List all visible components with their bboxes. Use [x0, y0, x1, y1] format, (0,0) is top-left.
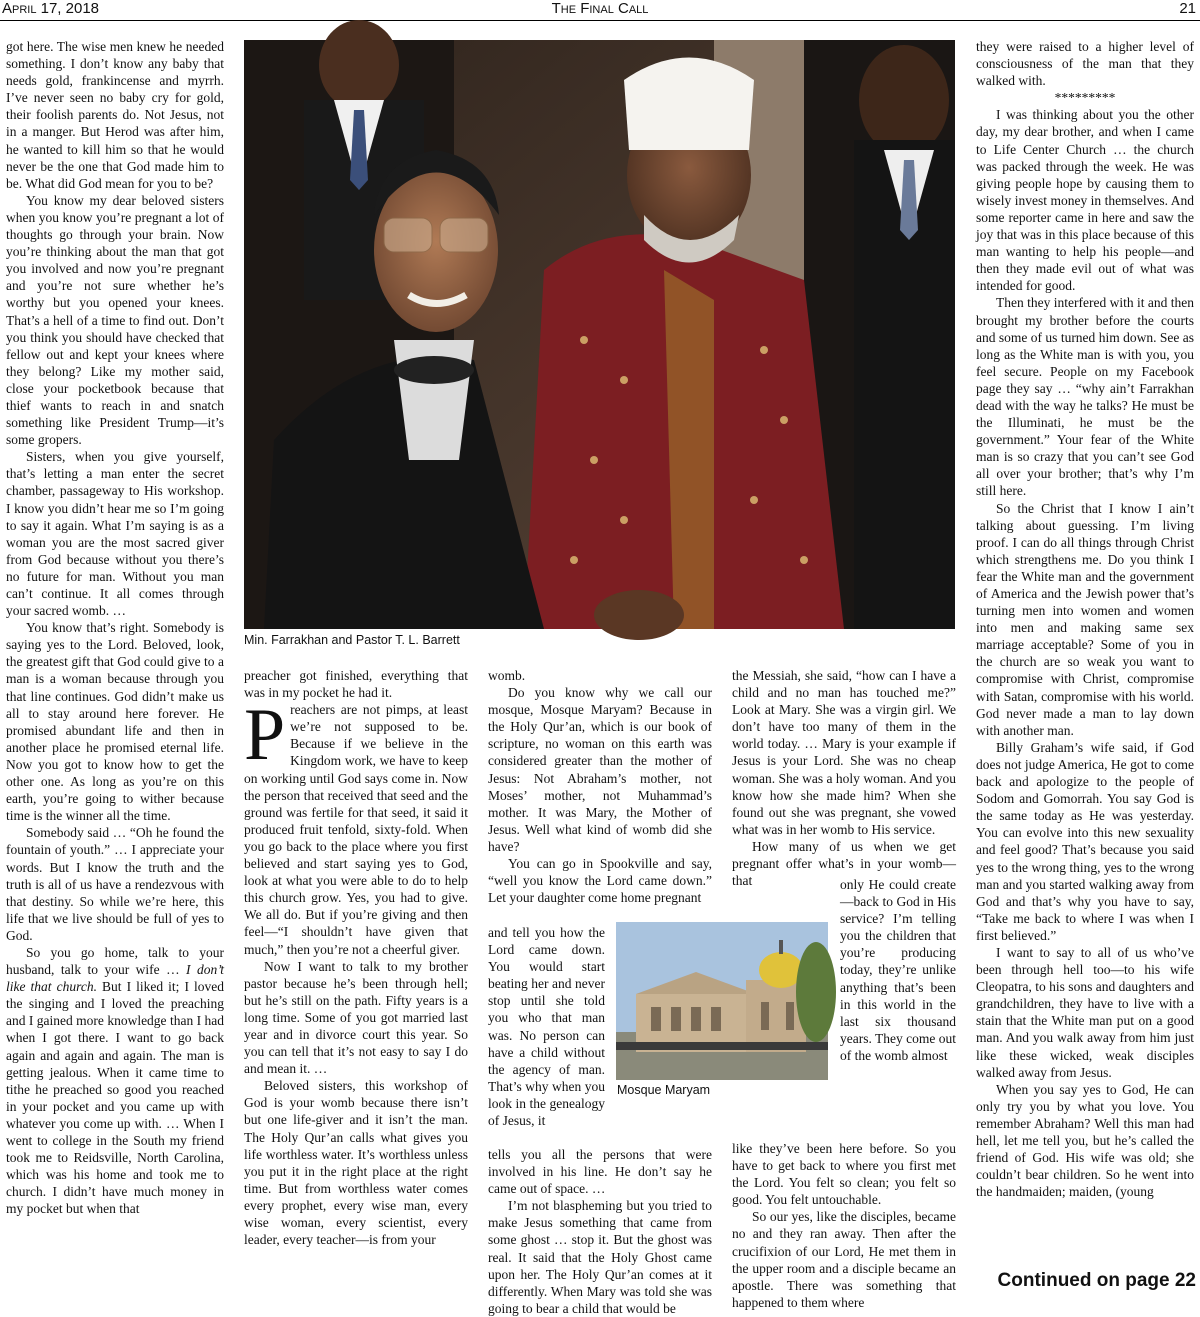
paragraph: Do you know why we call our mosque, Mosque Maryam? Because in the Holy Qur’an, which is our book of scripture, no woman on this earth was considered greater than the mother of Jesus: Not Abraham’s mother, not Moses’ mother, not Muhammad’s mother. It was Mary, the Mother of Jesus. Well what kind of womb did she have?: [488, 685, 712, 854]
paragraph: So you go home, talk to your husband, talk to your wife … I don’t like that church. But I liked it; I loved the singing and I loved the preaching and I gained more knowledge than I had when I got there. I want to go back again and again and again. The man is getting jealous. When it came time to tithe he preached so good you reached in your pocket and you came up with whatever you come up with. … When I went to college in the South my friend took me to Reidsville, North Carolina, which was his home and took me to church. I didn’t have much money in my pocket but when that: [6, 944, 224, 1217]
paragraph: only He could create—back to God in His service? I’m telling you the children that you’re producing today, they’re unlike anything that’s been in this world in the last six thousand years. They come out of the womb almost: [840, 877, 956, 1063]
paragraph: So our yes, like the disciples, became no and they ran away. Then after the crucifixion of our Lord, He met them in the upper room and a disciple became an apostle. There was something that happened to them where: [732, 1209, 956, 1310]
article-column-3-wrap: [488, 924, 605, 1146]
paragraph: Then they interfered with it and then brought my brother before the courts and some of us turned him down. See as long as the White man is with you, you feel secure. People on my Facebook page they say … “why ain’t Farrakhan dead with the way he talks? He must be the Illuminati, he must be the government.” Your fear of the White man is so crazy that you can’t see God all over your brother; that’s why I’m still here.: [976, 295, 1194, 499]
paragraph: I want to say to all of us who’ve been through hell too—to his wife Cleopatra, to his sons and daughters and grandchildren, they have to live with a stain that the White man put on a good man. And you walk away from him just like these wicked, weak disciples walked away from Jesus.: [976, 944, 1194, 1080]
article-column-4-wrap: [840, 876, 956, 1140]
paragraph: preacher got finished, everything that was in my pocket he had it.: [244, 668, 468, 701]
photo-caption: Min. Farrakhan and Pastor T. L. Barrett: [244, 633, 460, 647]
paragraph: Beloved sisters, this workshop of God is your womb because there isn’t but one life-giver and it isn’t the man. The Holy Qur’an calls what gives you life worthless water. It’s worthless unless you put it in the right place at the right time. But from worthless water comes every prophet, every wise man, every wise woman, every scientist, every leader, every teacher—is from your: [244, 1078, 468, 1248]
paragraph: You know that’s right. Somebody is saying yes to the Lord. Beloved, look, the greatest gift that God could give to a man is a woman because through you that line continues. God didn’t make us all to stay around here forever. He promised abundant life and then in another place he promised eternal life. Now you got to know how to get the other one. As long as you’re on this earth, you’re going to wither because time is the winner all the time.: [6, 620, 224, 824]
paragraph: got here. The wise men knew he needed something. I don’t know any baby that needs gold, frankincense and myrrh. I’ve never seen no baby cry for gold, their foolish parents do. Not Jesus, not in a manger. But Herod was after him, he wanted to kill him so that he would never be the one that God made him to be. What did God mean for you to be?: [6, 39, 224, 191]
photo-image: [244, 40, 955, 629]
article-column-1: [6, 38, 224, 1296]
paragraph: Somebody said … “Oh he found the fountain of youth.” … I appreciate your words. But I know the truth and the truth is all of us have a rendezvous with that destiny. So while we’re here, this life that we live should be full of yes to God.: [6, 825, 224, 943]
drop-cap: P: [244, 694, 286, 777]
page-header: [0, 0, 1200, 21]
continued-link[interactable]: Continued on page 22: [997, 1270, 1196, 1291]
paragraph: How many of us when we get pregnant offer what’s in your womb—that: [732, 838, 956, 889]
article-column-4: [732, 667, 956, 889]
paragraph: tells you all the persons that were involved in his line. He don’t say he came out of space. …: [488, 1147, 712, 1197]
mosque-image: [616, 922, 828, 1080]
article-column-3: [488, 667, 712, 922]
paragraph: I was thinking about you the other day, my dear brother, and when I came to Life Center Church … the church was packed through the week. He was giving people hope by causing them to wisely invest money in themselves. And some reporter came in here and saw the joy that was in this place because of this man wanting to help his people—and then they made evil out of what was intended for good.: [976, 107, 1194, 294]
newspaper-name: The Final Call: [551, 0, 649, 17]
paragraph: the Messiah, she said, “how can I have a child and no man has touched me?” Look at Mary. She was a virgin girl. We don’t have too many of them in the world today. … Mary is your example if Jesus is your Lord. She was no cheap woman. She was a holy woman. And you know how she made him? When she found out she was pregnant, she vowed what was in her womb to His service.: [732, 668, 956, 837]
article-column-3-bottom: [488, 1146, 712, 1316]
paragraph: Billy Graham’s wife said, if God does not judge America, He got to come back and apologize to the people of Sodom and Gomorrah. You say God is the same today as He was yesterday. You can evolve into this new sexuality and feel good? That’s because you said yes to the wrong thing, yes to the wrong man and you started walking away from God and that’s why you have to say, “Take me back to where I was when I first believed.”: [976, 739, 1194, 943]
paragraph: womb.: [488, 668, 526, 683]
page-number: 21: [1179, 0, 1196, 17]
article-column-5: [976, 38, 1194, 1266]
paragraph: You know my dear beloved sisters when you know you’re pregnant a lot of thoughts go through your brain. Now you’re thinking about the man that got you involved and now you’re pregnant and you’re not sure whether he’s worthy but you opened your knees. That’s a hell of a time to find out. Don’t you think you should have checked that fellow out and kept your knees where they belong? Like my mother said, close your pocketbook because that thief wants to reach in and snatch something like President Trump—it’s some gropers.: [6, 192, 224, 448]
paragraph: Preachers are not pimps, at least we’re not supposed to be. Because if we believe in the Kingdom work, we have to keep on working until God says come in. Now the person that received that seed and the ground was fertile for that seed, it said it produced fruit tenfold, sixty-fold. When you go back to the place where you first believed and start saying yes to God, look at what you were able to do to help this church grow. Yes, you had to give. We all do. But if you’re giving and then feel—“I shouldn’t have given that much,” then you’re not a cheerful giver.: [244, 694, 468, 957]
paragraph: and tell you how the Lord came down. You would start beating her and never stop until she told you who that man was. No person can have a child without the agency of man. That’s why when you look in the genealogy of Jesus, it: [488, 925, 605, 1129]
article-column-2: [244, 667, 468, 1297]
paragraph: they were raised to a higher level of consciousness of the man that they walked with.: [976, 39, 1194, 89]
paragraph: Now I want to talk to my brother pastor because he’s been through hell; but he’s still on the path. Fifty years is a long time. Some of you got married last year and in divorce court this year. So you can tell that it’s not easy to say I do and mean it. …: [244, 958, 468, 1077]
paragraph: So the Christ that I know I ain’t talking about guessing. I’m living proof. I can do all things through Christ which strengthens me. Do you think I fear the White man and the government of America and the Jewish power that’s turning men into women and women into men and making same sex marriage acceptable? Some of you in the church are so weak you want to compromise with Christ, compromise with Satan, compromise with his world. God never made a man to lay down with another man.: [976, 500, 1194, 738]
paragraph: You can go in Spookville and say, “well you know the Lord came down.” Let your daughter come home pregnant: [488, 856, 712, 906]
mosque-photo: [616, 922, 828, 1080]
paragraph: I’m not blaspheming but you tried to make Jesus something that came from some ghost … stop it. But the ghost was real. It said that the Holy Ghost came upon her. The Holy Qur’an comes at it differently. When Mary was told she was going to bear a child that would be: [488, 1198, 712, 1316]
mosque-caption: Mosque Maryam: [617, 1083, 711, 1097]
article-column-4-bottom: [732, 1140, 956, 1310]
main-photo: [244, 40, 955, 629]
section-separator: *********: [1054, 90, 1116, 106]
paragraph: like they’ve been here before. So you have to get back to where you first met the Lord. You felt so clean; you felt so good. You felt untouchable.: [732, 1141, 956, 1208]
paragraph: When you say yes to God, He can only try you by what you love. You remember Abraham? Well this man had hell, let me tell you, but he’s called the friend of God. His wife was old; she couldn’t bear children. So he went into the handmaiden; maiden, (young: [976, 1081, 1194, 1200]
issue-date: April 17, 2018: [2, 0, 100, 17]
italic-quote: I don’t like that church.: [6, 962, 224, 995]
paragraph: Sisters, when you give yourself, that’s letting a man enter the secret chamber, passageway to His workshop. I know you didn’t hear me so I’m going to say it again. What I’m saying is as a woman you are the most sacred giver from God because without you there’s no future for man. Without you man can’t continue. It all comes through your sacred womb. …: [6, 449, 224, 619]
